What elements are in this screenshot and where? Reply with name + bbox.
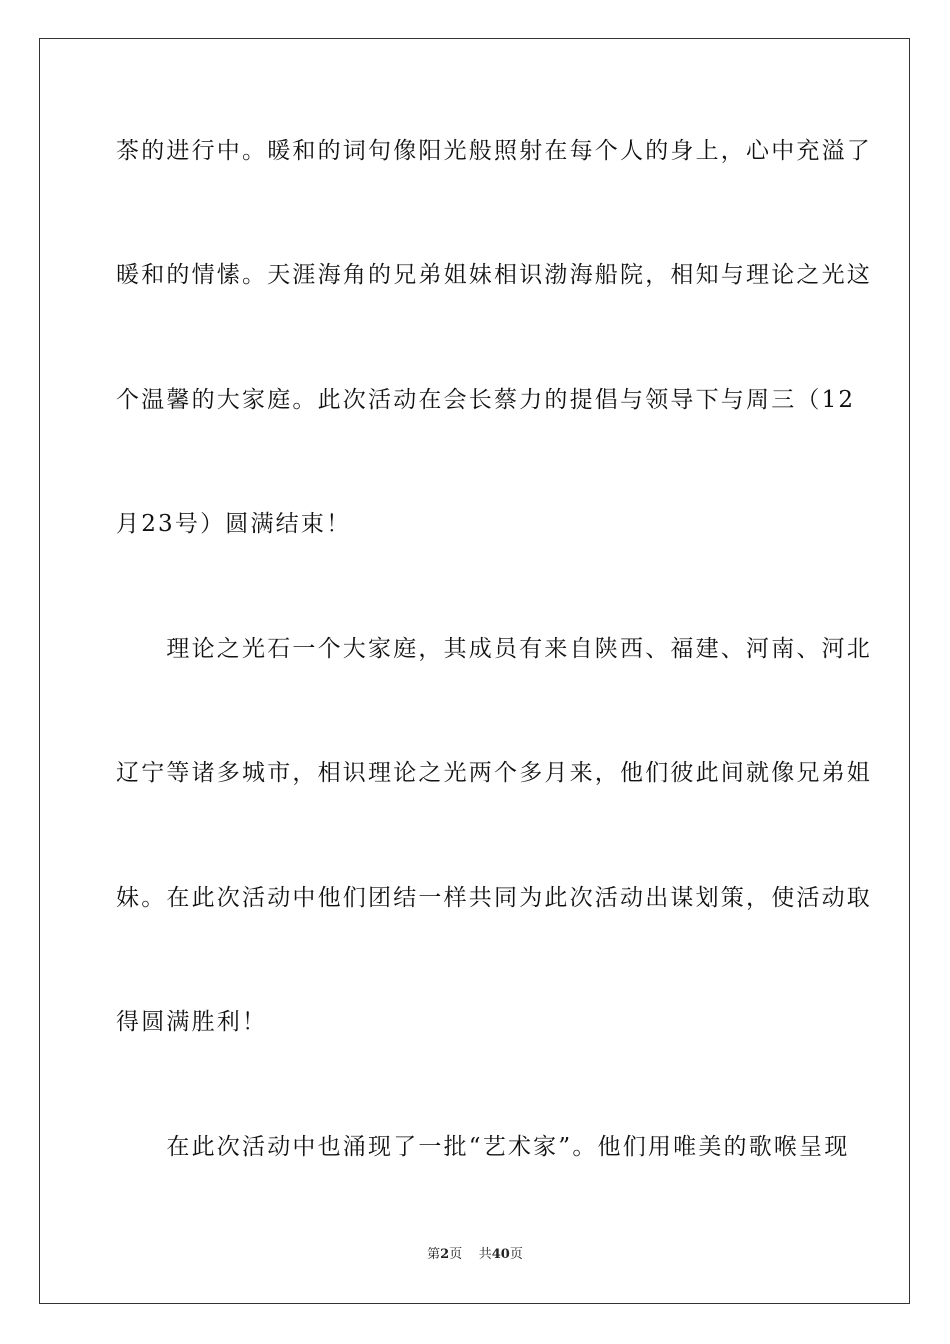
- total-suffix: 页: [509, 1247, 523, 1262]
- paragraph-2-line-1: 理论之光石一个大家庭，其成员有来自陕西、福建、河南、河北: [116, 636, 872, 662]
- text-line-1: 茶的进行中。暖和的词句像阳光般照射在每个人的身上，心中充溢了: [116, 138, 872, 164]
- page-number: 2: [440, 1247, 450, 1262]
- total-pages: 40: [491, 1247, 510, 1262]
- page-suffix: 页: [449, 1247, 463, 1262]
- paragraph-2-line-2: 辽宁等诸多城市，相识理论之光两个多月来，他们彼此间就像兄弟姐: [116, 760, 872, 786]
- paragraph-3-line-1: 在此次活动中也涌现了一批“艺术家”。他们用唯美的歌喉呈现: [116, 1134, 850, 1160]
- paragraph-2-line-3: 妹。在此次活动中他们团结一样共同为此次活动出谋划策，使活动取: [116, 885, 872, 911]
- text-line-4: 月23号）圆满结束！: [116, 511, 352, 537]
- text-line-3: 个温馨的大家庭。此次活动在会长蔡力的提倡与领导下与周三（12: [116, 387, 856, 413]
- page-prefix: 第: [427, 1247, 441, 1262]
- page-border: [39, 38, 910, 1304]
- page-footer: [0, 1246, 950, 1264]
- paragraph-2-line-4: 得圆满胜利！: [116, 1009, 268, 1035]
- total-prefix: 共: [478, 1247, 492, 1262]
- text-line-2: 暖和的情愫。天涯海角的兄弟姐妹相识渤海船院，相知与理论之光这: [116, 262, 872, 288]
